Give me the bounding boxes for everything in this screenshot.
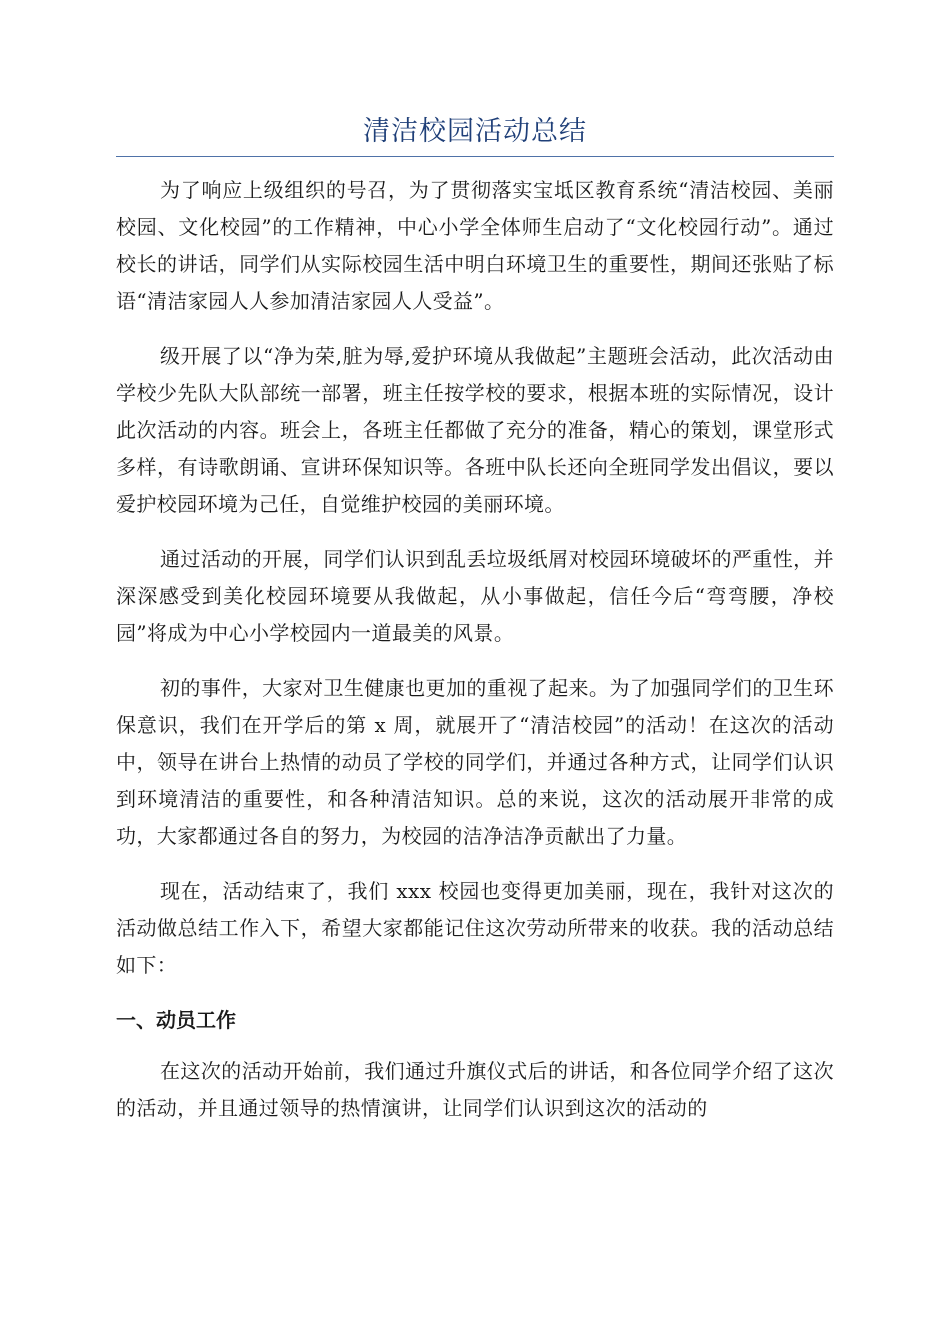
section-paragraph: 在这次的活动开始前，我们通过升旗仪式后的讲话，和各位同学介绍了这次的活动，并且通过领导的热情演讲，让同学们认识到这次的活动的 — [116, 1059, 834, 1120]
paragraph-intro: 为了响应上级组织的号召，为了贯彻落实宝坻区教育系统“清洁校园、美丽校园、文化校园”的工作精神，中心小学全体师生启动了“文化校园行动”。通过校长的讲话，同学们从实际校园生活中明白环境卫生的重要性，期间还张贴了标语“清洁家园人人参加清洁家园人人受益”。 — [116, 178, 834, 313]
document-body — [116, 172, 834, 1145]
paragraph-results: 通过活动的开展，同学们认识到乱丢垃圾纸屑对校园环境破坏的严重性，并深深感受到美化校园环境要从我做起，从小事做起，信任今后“弯弯腰，净校园”将成为中心小学校园内一道最美的风景。 — [116, 547, 834, 645]
title-block — [116, 112, 834, 157]
document-title: 清洁校园活动总结 — [363, 116, 587, 147]
paragraph-event: 初的事件，大家对卫生健康也更加的重视了起来。为了加强同学们的卫生环保意识，我们在开学后的第 x 周，就展开了“清洁校园”的活动！在这次的活动中，领导在讲台上热情的动员了学校的同学们，并通过各种方式，让同学们认识到环境清洁的重要性，和各种清洁知识。总的来说，这次的活动展开非常的成功，大家都通过各自的努力，为校园的洁净洁净贡献出了力量。 — [116, 676, 834, 848]
paragraph-summary-intro: 现在，活动结束了，我们 xxx 校园也变得更加美丽，现在，我针对这次的活动做总结工作入下，希望大家都能记住这次劳动所带来的收获。我的活动总结如下： — [116, 879, 834, 977]
section-heading: 一、动员工作 — [116, 1008, 236, 1032]
paragraph-class-meeting: 级开展了以“净为荣,脏为辱,爱护环境从我做起”主题班会活动，此次活动由学校少先队大队部统一部署，班主任按学校的要求，根据本班的实际情况，设计此次活动的内容。班会上，各班主任都做了充分的准备，精心的策划，课堂形式多样，有诗歌朗诵、宣讲环保知识等。各班中队长还向全班同学发出倡议，要以爱护校园环境为己任，自觉维护校园的美丽环境。 — [116, 344, 834, 516]
